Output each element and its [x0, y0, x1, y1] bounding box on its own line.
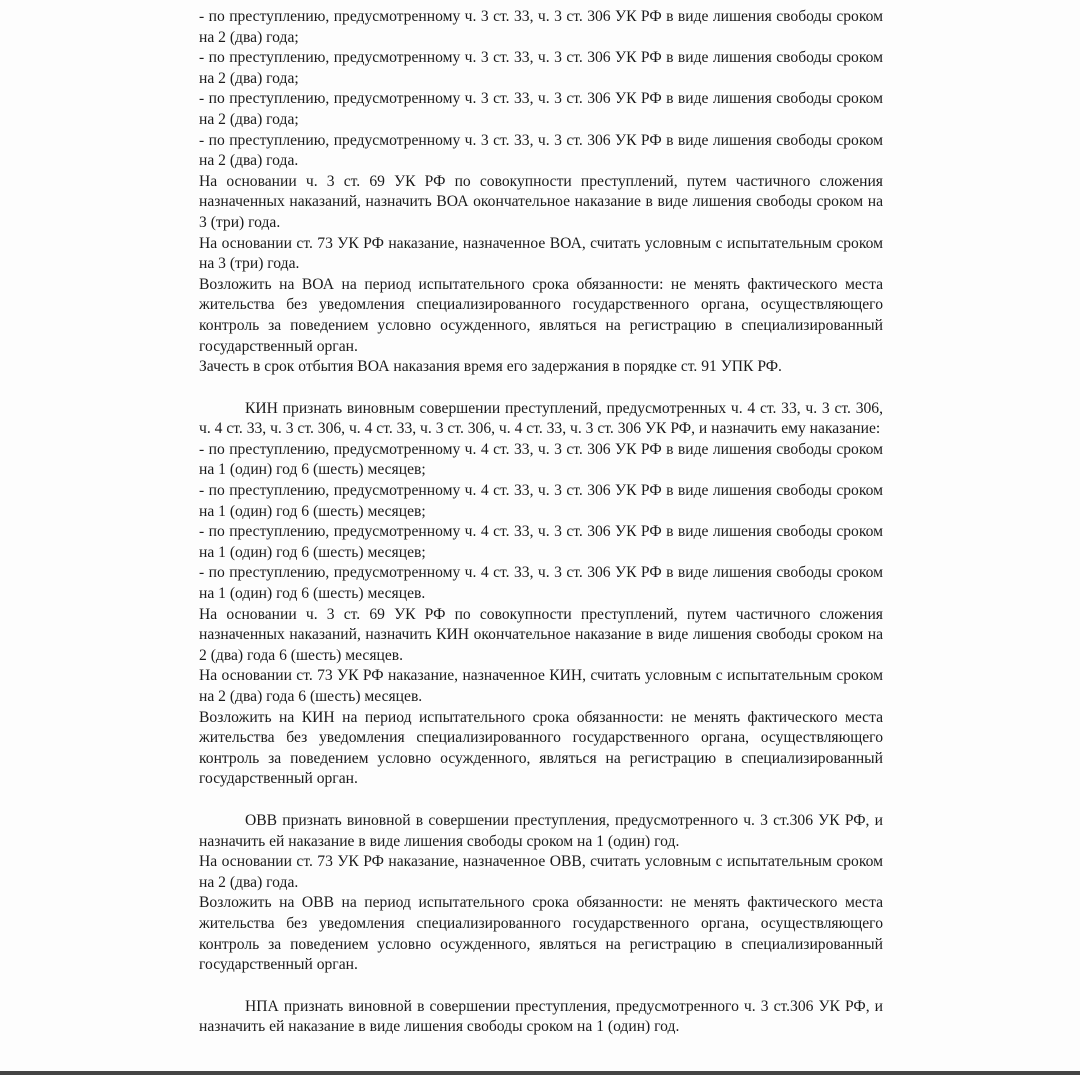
paragraph: - по преступлению, предусмотренному ч. 4 ст. 33, ч. 3 ст. 306 УК РФ в виде лишения свободы сроком на 1 (один) год 6 (шесть) месяцев; [199, 523, 883, 561]
paragraph: Возложить на ОВВ на период испытательного срока обязанности: не менять фактического места жительства без уведомления специализированного государственного органа, осуществляющего контроль за поведением условно осужденного, являться на регистрацию в специализированный государственный орган. [199, 894, 883, 974]
paragraph: На основании ст. 73 УК РФ наказание, назначенное ОВВ, считать условным с испытательным сроком на 2 (два) года. [199, 853, 883, 891]
paragraph: - по преступлению, предусмотренному ч. 4 ст. 33, ч. 3 ст. 306 УК РФ в виде лишения свободы сроком на 1 (один) год 6 (шесть) месяцев. [199, 564, 883, 603]
document-body [199, 7, 883, 1038]
paragraph: - по преступлению, предусмотренному ч. 4 ст. 33, ч. 3 ст. 306 УК РФ в виде лишения свободы сроком на 1 (один) год 6 (шесть) месяцев; [199, 440, 883, 479]
paragraph-kin-intro: КИН признать виновным совершении преступлений, предусмотренных ч. 4 ст. 33, ч. 3 ст. 306, ч. 4 ст. 33, ч. 3 ст. 306, ч. 4 ст. 33, ч. 3 ст. 306, ч. 4 ст. 33, ч. 3 ст. 306 УК РФ, и назначить ему наказание: [199, 399, 883, 438]
paragraph-gap [199, 790, 883, 811]
page-bottom-border [0, 1071, 1080, 1075]
paragraph: - по преступлению, предусмотренному ч. 3 ст. 33, ч. 3 ст. 306 УК РФ в виде лишения свободы сроком на 2 (два) года. [199, 131, 883, 170]
paragraph-gap [199, 976, 883, 997]
paragraph: - по преступлению, предусмотренному ч. 3 ст. 33, ч. 3 ст. 306 УК РФ в виде лишения свободы сроком на 2 (два) года; [199, 8, 883, 46]
paragraph: - по преступлению, предусмотренному ч. 3 ст. 33, ч. 3 ст. 306 УК РФ в виде лишения свободы сроком на 2 (два) года; [199, 49, 883, 87]
paragraph-gap [199, 378, 883, 399]
paragraph: - по преступлению, предусмотренному ч. 3 ст. 33, ч. 3 ст. 306 УК РФ в виде лишения свободы сроком на 2 (два) года; [199, 90, 883, 128]
paragraph: На основании ч. 3 ст. 69 УК РФ по совокупности преступлений, путем частичного сложения назначенных наказаний, назначить КИН окончательное наказание в виде лишения свободы сроком на 2 (два) года 6 (шесть) месяцев. [199, 605, 883, 664]
paragraph: На основании ч. 3 ст. 69 УК РФ по совокупности преступлений, путем частичного сложения назначенных наказаний, назначить ВОА окончательное наказание в виде лишения свободы сроком на 3 (три) года. [199, 172, 883, 231]
paragraph-ovv-intro: ОВВ признать виновной в совершении преступления, предусмотренного ч. 3 ст.306 УК РФ, и назначить ей наказание в виде лишения свободы сроком на 1 (один) год. [199, 811, 883, 850]
paragraph: Возложить на КИН на период испытательного срока обязанности: не менять фактического места жительства без уведомления специализированного государственного органа, осуществляющего контроль за поведением условно осужденного, являться на регистрацию в специализированный государственный орган. [199, 708, 883, 788]
paragraph: - по преступлению, предусмотренному ч. 4 ст. 33, ч. 3 ст. 306 УК РФ в виде лишения свободы сроком на 1 (один) год 6 (шесть) месяцев; [199, 482, 883, 520]
paragraph: Возложить на ВОА на период испытательного срока обязанности: не менять фактического места жительства без уведомления специализированного государственного органа, осуществляющего контроль за поведением условно осужденного, являться на регистрацию в специализированный государственный орган. [199, 275, 883, 355]
paragraph: Зачесть в срок отбытия ВОА наказания время его задержания в порядке ст. 91 УПК РФ. [199, 358, 782, 376]
paragraph: На основании ст. 73 УК РФ наказание, назначенное КИН, считать условным с испытательным сроком на 2 (два) года 6 (шесть) месяцев. [199, 667, 883, 705]
paragraph-npa-intro: НПА признать виновной в совершении преступления, предусмотренного ч. 3 ст.306 УК РФ, и назначить ей наказание в виде лишения свободы сроком на 1 (один) год. [199, 997, 883, 1036]
paragraph: На основании ст. 73 УК РФ наказание, назначенное ВОА, считать условным с испытательным сроком на 3 (три) года. [199, 234, 883, 273]
